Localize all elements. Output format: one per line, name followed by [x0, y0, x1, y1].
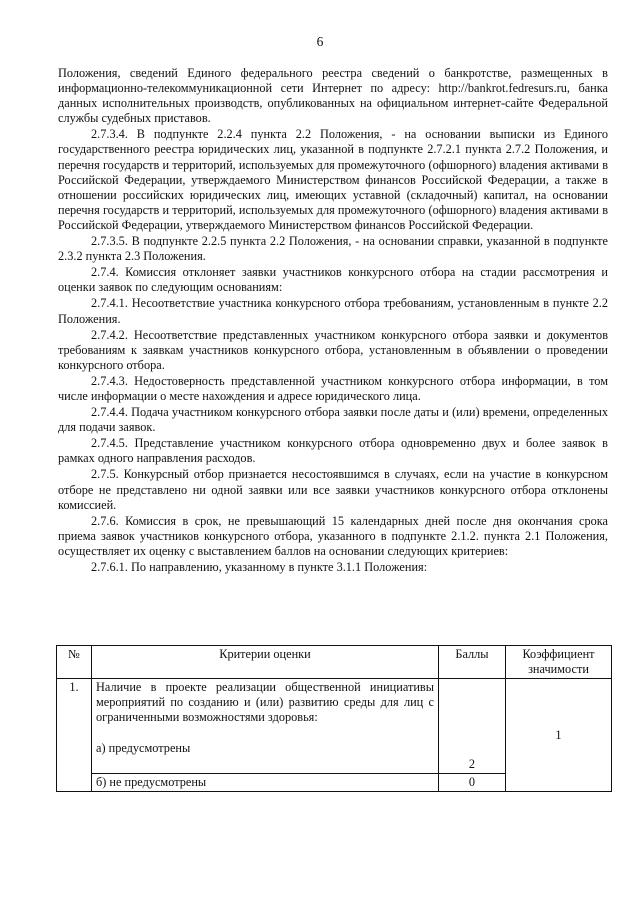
paragraph: 2.7.4.1. Несоответствие участника конкурсного отбора требованиям, установленным в пункте 2.2 Положения.	[58, 296, 608, 326]
paragraph: Положения, сведений Единого федерального реестра сведений о банкротстве, размещенных в информационно-телекоммуникационной сети Интернет по адресу: http://bankrot.fedresurs.ru, банка данных исполнительных производств, опубликованных на официальном интернет-сайте Федеральной службы судебных приставов.	[58, 66, 608, 126]
score-cell-a	[439, 679, 506, 774]
paragraph: 2.7.5. Конкурсный отбор признается несостоявшимся в случаях, если на участие в конкурсном отборе не представлено ни одной заявки или все заявки участников конкурсного отбора отклонены комиссией.	[58, 467, 608, 512]
criterion-cell	[92, 679, 439, 774]
page-number: 6	[316, 34, 324, 49]
table-row	[57, 679, 612, 774]
header-criteria: Критерии оценки	[92, 646, 439, 679]
paragraph: 2.7.4.3. Недостоверность представленной участником конкурсного отбора информации, в том числе информации о месте нахождения и адресе юридического лица.	[58, 373, 608, 403]
criteria-table	[56, 645, 612, 792]
paragraph: 2.7.6.1. По направлению, указанному в пункте 3.1.1 Положения:	[91, 560, 428, 574]
paragraph: 2.7.3.4. В подпункте 2.2.4 пункта 2.2 Положения, - на основании выписки из Единого государственного реестра юридических лиц, указанной в подпункте 2.7.2.1 пункта 2.7.2 Положения, и перечня государств и территорий, используемых для промежуточного (офшорного) владения активами в Российской Федерации, утверждаемого Министерством финансов Российской Федерации, а также в отношении российских юридических лиц, имеющих уставной (складочный) капитал, на основании перечня государств и территорий, используемых для промежуточного (офшорного) владения активами в Российской Федерации, утверждаемого Министерством финансов Российской Федерации.	[58, 127, 608, 232]
score-a: 2	[468, 757, 476, 771]
option-a: а) предусмотрены	[96, 741, 191, 755]
paragraph: 2.7.4.2. Несоответствие представленных участником конкурсного отбора заявки и документов требованиям к заявкам участников конкурсного отбора, установленным в объявлении о проведении конкурсного отбора.	[58, 327, 608, 372]
document-body	[58, 66, 608, 576]
option-b: б) не предусмотрены	[92, 774, 439, 792]
header-score: Баллы	[439, 646, 506, 679]
paragraph: 2.7.3.5. В подпункте 2.2.5 пункта 2.2 Положения, - на основании справки, указанной в подпункте 2.3.2 пункта 2.3 Положения.	[58, 234, 608, 264]
header-coef: Коэффициент значимости	[506, 646, 612, 679]
paragraph: 2.7.6. Комиссия в срок, не превышающий 15 календарных дней после дня окончания срока приема заявок участников конкурсного отбора, указанного в подпункте 2.1.2. пункта 2.1 Положения, осуществляет их оценку с выставлением баллов на основании следующих критериев:	[58, 513, 608, 558]
score-b: 0	[439, 774, 506, 792]
paragraph: 2.7.4.5. Представление участником конкурсного отбора одновременно двух и более заявок в рамках одного направления расходов.	[58, 436, 608, 466]
coef-cell: 1	[506, 679, 612, 792]
header-num: №	[57, 646, 92, 679]
criterion-text: Наличие в проекте реализации общественной инициативы мероприятий по созданию и (или) развитию среды для лиц с ограниченными возможностями здоровья:	[96, 680, 434, 724]
row-num: 1.	[57, 679, 92, 792]
paragraph: 2.7.4. Комиссия отклоняет заявки участников конкурсного отбора на стадии рассмотрения и оценки заявок по следующим основаниям:	[58, 265, 608, 295]
paragraph: 2.7.4.4. Подача участником конкурсного отбора заявки после даты и (или) времени, определенных для подачи заявок.	[58, 405, 608, 435]
table-header-row	[57, 646, 612, 679]
